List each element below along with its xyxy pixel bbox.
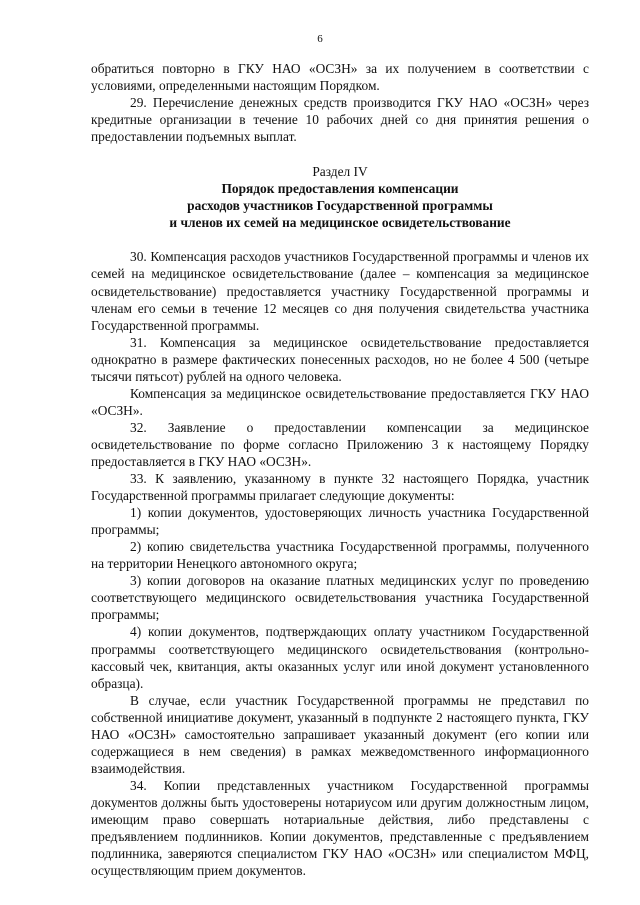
paragraph-31-continued: Компенсация за медицинское освидетельствование предоставляется ГКУ НАО «ОСЗН».: [91, 385, 589, 418]
paragraph-34: 34. Копии представленных участником Государственной программы документов должны быть удостоверены нотариусом или другим должностным лицом, имеющим право совершать нотариальные действия, либо представлены с предъявлением подлинников. Копии документов, представленные с предъявлением подлинника, заверяются специалистом ГКУ НАО «ОСЗН» или специалистом МФЦ, осуществляющим прием документов.: [91, 777, 589, 879]
paragraph-31: 31. Компенсация за медицинское освидетельствование предоставляется однократно в размере фактических понесенных расходов, но не более 4 500 (четыре тысячи пятьсот) рублей на одного человека.: [91, 334, 589, 384]
continuation-paragraph: обратиться повторно в ГКУ НАО «ОСЗН» за их получением в соответствии с условиями, определенными настоящим Порядком.: [91, 61, 589, 94]
section-title-line-3: и членов их семей на медицинское освидетельствование: [169, 215, 511, 231]
list-item-2: 2) копию свидетельства участника Государственной программы, полученного на территории Ненецкого автономного округа;: [91, 539, 589, 572]
list-item-3: 3) копии договоров на оказание платных медицинских услуг по проведению соответствующего медицинского освидетельствования участника Государственной программы;: [91, 573, 589, 623]
section-title-line-2: расходов участников Государственной программы: [187, 198, 493, 214]
paragraph-32: 32. Заявление о предоставлении компенсации за медицинское освидетельствование по форме согласно Приложению 3 к настоящему Порядку предоставляется в ГКУ НАО «ОСЗН».: [91, 419, 589, 469]
page-number: 6: [317, 33, 323, 45]
section-title-line-1: Порядок предоставления компенсации: [221, 181, 459, 197]
section-label: Раздел IV: [312, 164, 368, 180]
list-item-1: 1) копии документов, удостоверяющих личность участника Государственной программы;: [91, 505, 589, 538]
paragraph-29: 29. Перечисление денежных средств производится ГКУ НАО «ОСЗН» через кредитные организации в течение 10 рабочих дней со дня принятия решения о предоставлении подъемных выплат.: [91, 95, 589, 145]
paragraph-30: 30. Компенсация расходов участников Государственной программы и членов их семей на медицинское освидетельствование (далее – компенсация за медицинское освидетельствование) предоставляется участнику Государственной программы и членам его семьи в течение 12 месяцев со дня получения свидетельства участника Государственной программы.: [91, 249, 589, 333]
list-item-4: 4) копии документов, подтверждающих оплату участником Государственной программы соответствующего медицинского освидетельствования (контрольно-кассовый чек, квитанция, акты оказанных услуг или иной документ установленного образца).: [91, 624, 589, 691]
section-heading: [91, 163, 589, 231]
paragraph-33: 33. К заявлению, указанному в пункте 32 настоящего Порядка, участник Государственной программы прилагает следующие документы:: [91, 471, 589, 504]
document-body: [91, 60, 589, 879]
paragraph-33-continued: В случае, если участник Государственной программы не представил по собственной инициативе документ, указанный в подпункте 2 настоящего пункта, ГКУ НАО «ОСЗН» самостоятельно запрашивает указанный документ (его копии или содержащиеся в нем сведения) в рамках межведомственного информационного взаимодействия.: [91, 692, 589, 776]
